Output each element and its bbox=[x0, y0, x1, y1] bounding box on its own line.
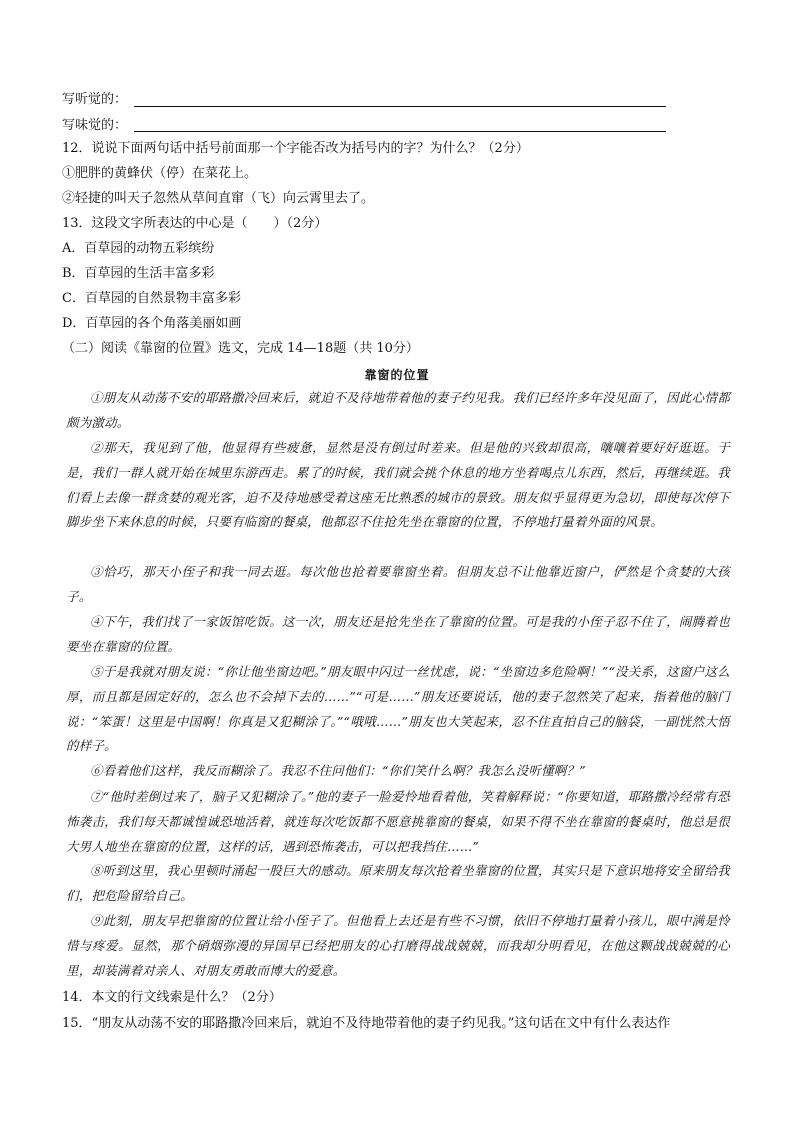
passage-paragraph-5: ⑤于是我就对朋友说：“你让他坐窗边吧。”朋友眼中闪过一丝忧虑，说：“坐窗边多危险啊！”“没关系，这窗户这么厚，而且都是固定好的，怎么也不会掉下去的……”“可是……”朋友还要说话，他的妻子忽然笑了起来，指着他的脑门说：“笨蛋！这里是中国啊！你真是又犯糊涂了。”“哦哦……”朋友也大笑起来，忍不住直拍自己的脑袋，一副恍然大悟的样子。 bbox=[66, 664, 730, 754]
passage-paragraph-1: ①朋友从动荡不安的耶路撒冷回来后，就迫不及待地带着他的妻子约见我。我们已经许多年没见面了，因此心情都颇为激动。 bbox=[66, 390, 730, 430]
passage-paragraph-2: ②那天，我见到了他，他显得有些疲惫，显然是没有倒过时差来。但是他的兴致却很高，嚷嚷着要好好逛逛。于是，我们一群人就开始在城里东游西走。累了的时候，我们就会挑个休息的地方坐着喝点儿东西，然后，再继续逛。我们看上去像一群贪婪的观光客，迫不及待地感受着这座无比熟悉的城市的景致。朋友似乎显得更为急切，即使每次停下脚步坐下来休息的时候，只要有临窗的餐桌，他都忍不住抢先坐在靠窗的位置，不停地打量着外面的风景。 bbox=[66, 440, 730, 530]
q13-option-a: A．百草园的动物五彩缤纷 bbox=[62, 241, 215, 256]
q13-option-c: C．百草园的自然景物丰富多彩 bbox=[62, 291, 241, 306]
question-14: 14．本文的行文线索是什么？（2分） bbox=[62, 990, 282, 1005]
question-12: 12．说说下面两句话中括号前面那一个字能否改为括号内的字？为什么？（2分） bbox=[62, 141, 529, 156]
q13-option-b: B．百草园的生活丰富多彩 bbox=[62, 266, 215, 281]
passage-paragraph-9: ⑨此刻，朋友早把靠窗的位置让给小侄子了。但他看上去还是有些不习惯，依旧不停地打量着小孩儿，眼中满是怜惜与疼爱。显然，那个硝烟弥漫的异国早已经把朋友的心打磨得战战兢兢，而我却分明看见，在他这颗战战兢兢的心里，却装满着对亲人、对朋友勇敢而博大的爱意。 bbox=[66, 913, 730, 978]
passage-paragraph-7: ⑦“他时差倒过来了，脑子又犯糊涂了。”他的妻子一脸爱怜地看着他，笑着解释说：“你要知道，耶路撒冷经常有恐怖袭击，我们每天都诚惶诚恐地活着，就连每次吃饭都不愿意挑靠窗的餐桌，如果不得不坐在靠窗的餐桌时，他总是很大男人地坐在靠窗的位置，这样的话，遇到恐怖袭击，可以把我挡住……” bbox=[66, 789, 730, 854]
passage-paragraph-8: ⑧听到这里，我心里顿时涌起一股巨大的感动。原来朋友每次抢着坐靠窗的位置，其实只是下意识地将安全留给我们，把危险留给自己。 bbox=[66, 863, 730, 903]
passage-title: 靠窗的位置 bbox=[364, 368, 430, 382]
hearing-label: 写听觉的： bbox=[62, 92, 128, 107]
taste-answer-line[interactable] bbox=[134, 131, 666, 132]
q13-option-d: D．百草园的各个角落美丽如画 bbox=[62, 316, 242, 331]
q12-sentence-2: ②轻捷的叫天子忽然从草间直窜（飞）向云霄里去了。 bbox=[62, 191, 375, 206]
passage-paragraph-3: ③恰巧，那天小侄子和我一同去逛。每次他也抢着要靠窗坐着。但朋友总不让他靠近窗户，俨然是个贪婪的大孩子。 bbox=[66, 564, 730, 604]
q12-sentence-1: ①肥胖的黄蜂伏（停）在菜花上。 bbox=[62, 166, 258, 181]
passage-paragraph-4: ④下午，我们找了一家饭馆吃饭。这一次，朋友还是抢先坐在了靠窗的位置。可是我的小侄子忍不住了，闹腾着也要坐在靠窗的位置。 bbox=[66, 614, 730, 654]
taste-label: 写味觉的： bbox=[62, 118, 128, 133]
section-2-heading: （二）阅读《靠窗的位置》选文，完成 14—18题（共 10分） bbox=[62, 341, 419, 356]
question-15: 15．“朋友从动荡不安的耶路撒冷回来后，就迫不及待地带着他的妻子约见我。”这句话在文中有什么表达作 bbox=[62, 1016, 671, 1031]
hearing-answer-line[interactable] bbox=[134, 106, 666, 107]
passage-paragraph-6: ⑥看着他们这样，我反而糊涂了。我忍不住问他们：“你们笑什么啊？我怎么没听懂啊？” bbox=[90, 763, 586, 778]
question-13: 13．这段文字所表达的中心是（ ）（2分） bbox=[62, 216, 328, 231]
